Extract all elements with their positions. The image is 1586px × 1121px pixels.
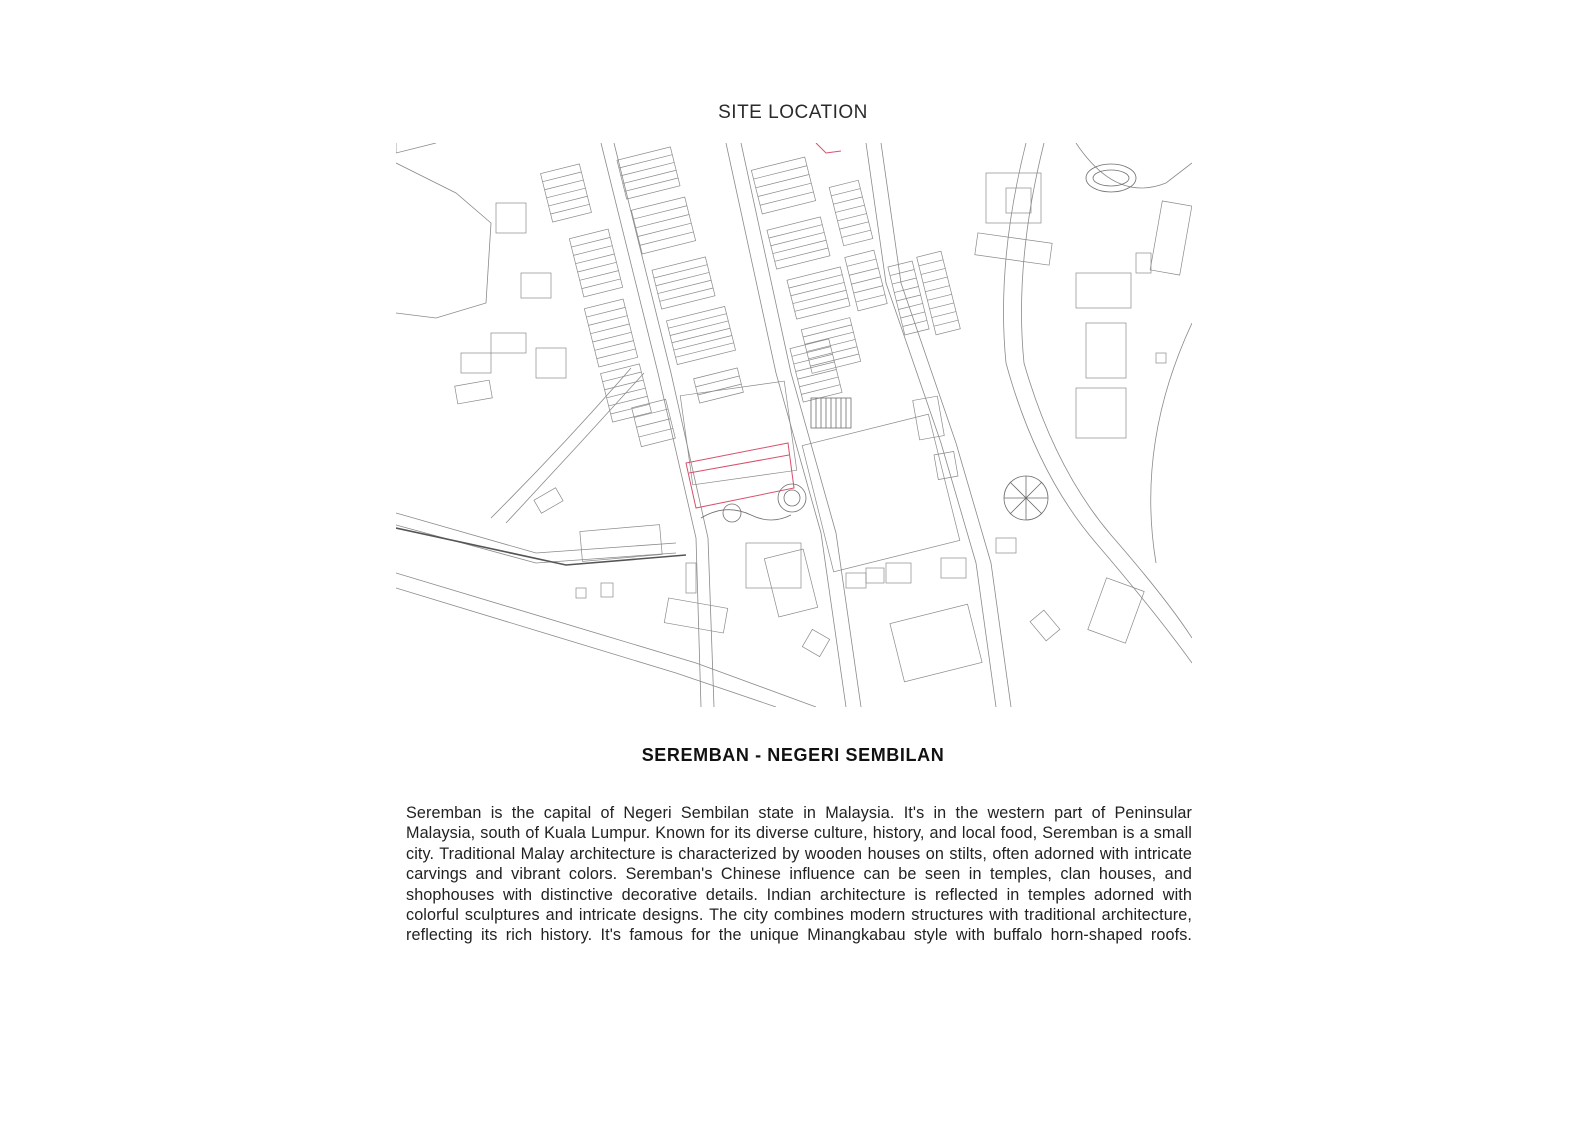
building-footprint [536,348,566,378]
shophouse-divider [892,278,916,284]
railway [396,528,686,565]
shophouse-divider [810,354,859,366]
building-footprint [576,588,586,598]
shophouse-divider [623,170,676,183]
building-footprint [461,353,491,373]
shophouse-divider [573,246,612,256]
shophouse-divider [794,354,833,364]
shophouse-divider [789,275,842,288]
shophouse-divider [847,259,876,266]
building-footprint [1150,201,1192,275]
west-hill-boundary [396,163,491,318]
building-footprint [1088,578,1144,643]
oval-track-inner [1093,170,1129,186]
building-footprint [686,563,696,593]
shophouse-divider [674,336,732,351]
building-footprint [1136,253,1151,273]
shophouse-divider [668,314,726,329]
shophouse-divider [605,380,644,390]
shophouse-divider [551,204,590,214]
building-footprint [829,180,873,245]
road-central-edge [741,143,861,707]
roundabout-inner [784,490,800,506]
shophouse-divider [595,341,634,351]
building-footprint [802,414,960,572]
north-west-lot [396,143,436,153]
building-footprint [496,203,526,233]
building-footprint [846,573,866,588]
shophouse-divider [849,268,878,275]
shophouse-divider [835,205,864,212]
shophouse-divider [593,332,632,342]
shophouse-divider [591,324,630,334]
building-footprint [631,197,695,254]
shophouse-divider [660,288,713,301]
shophouse-divider [809,347,858,359]
road-diagonal-edge [396,525,676,563]
building-footprint [934,451,958,479]
building-footprint [521,273,551,298]
shophouse-divider [696,376,740,387]
building-footprint [941,558,966,578]
shophouse-divider [545,180,584,190]
shophouse-divider [919,260,943,266]
shophouse-divider [597,349,636,359]
shophouse-divider [856,295,885,302]
shophouse-divider [803,325,852,337]
shophouse-divider [898,303,922,309]
shophouse-divider [639,428,673,436]
building-footprint [764,549,817,617]
road-far-east [1151,323,1192,563]
shophouse-divider [837,214,866,221]
shophouse-divider [890,270,914,276]
shophouse-divider [609,396,648,406]
building-footprint [751,157,815,214]
road-diagonal [396,513,676,553]
shophouse-divider [625,178,678,191]
building-footprint [534,488,563,513]
building-footprint [917,251,961,335]
shophouse-divider [807,339,856,351]
shophouse-divider [793,290,846,303]
shophouse-divider [672,328,730,343]
road-curve-west [491,368,631,518]
shophouse-divider [795,298,848,311]
shophouse-divider [930,303,954,309]
shophouse-divider [571,237,610,247]
building-footprint [580,525,662,562]
building-footprint [680,381,797,485]
shophouse-divider [654,265,707,278]
building-footprint [617,147,680,199]
hall-roof-lines [816,398,846,428]
site-location-map [396,143,1192,707]
road-south-edge [396,588,776,707]
shophouse-divider [676,343,734,358]
shophouse-divider [698,384,742,395]
building-footprint [790,339,842,402]
shophouse-divider [791,282,844,295]
building-footprint [652,257,715,309]
shophouse-divider [801,385,840,395]
shophouse-divider [611,404,650,414]
building-footprint [664,598,727,633]
road-northeast [1076,143,1192,188]
shophouse-divider [851,277,880,284]
shophouse-divider [894,286,918,292]
shophouse-divider [543,172,582,182]
road-east-edge [881,143,1011,707]
building-footprint [1006,188,1031,213]
shophouse-divider [840,222,869,229]
shophouse-divider [769,225,822,238]
plaza-wave [701,510,791,520]
shophouse-divider [603,372,642,382]
site-heading: SEREMBAN - NEGERI SEMBILAN [641,745,945,765]
building-footprint [975,233,1052,265]
shophouse-divider [927,294,951,300]
shophouse-divider [637,419,671,427]
site-plan-drawing [396,143,1192,707]
shophouse-divider [576,254,615,264]
building-footprint [886,563,911,583]
shophouse-divider [619,155,672,168]
shophouse-divider [582,279,621,289]
building-footprint [491,333,526,353]
shophouse-divider [656,272,709,285]
site-boundary-inner [689,455,789,473]
shophouse-divider [799,377,838,387]
building-footprint [866,568,884,583]
road-central [726,143,846,707]
road-east-curve [1004,143,1193,663]
shophouse-divider [796,362,835,372]
building-footprint [1156,353,1166,363]
shophouse-divider [621,162,674,175]
building-footprint [1076,388,1126,438]
building-footprint [890,604,982,682]
radial-spokes [1004,476,1048,520]
building-footprint [601,583,613,597]
shophouse-divider [798,369,837,379]
building-footprint [1076,273,1131,308]
shophouse-divider [586,307,625,317]
building-footprint [986,173,1041,223]
shophouse-divider [549,196,588,206]
road-curve-west-edge [506,373,644,523]
page-title: SITE LOCATION [718,102,868,123]
oval-track [1086,164,1136,192]
shophouse-divider [923,277,947,283]
building-footprint [1086,323,1126,378]
shophouse-divider [833,197,862,204]
shophouse-divider [578,262,617,272]
building-footprint [996,538,1016,553]
building-footprint [787,267,850,319]
site-description: Seremban is the capital of Negeri Sembilan state in Malaysia. It's in the western part of Peninsular Malaysia, south of Kuala Lumpur. Known for its diverse culture, history, and local food, Seremban is a small city. Traditional Malay architecture is characterized by wooden houses on stilts, often adorned with intricate carvings and vibrant colors. Seremban's Chinese influence can be seen in temples, clan houses, and shophouses with distinctive decorative details. Indian architecture is reflected in temples adorned with colorful sculptures and intricate designs. The city combines modern structures with traditional architecture, reflecting its rich history. It's famous for the unique Minangkabau style with buffalo horn-shaped roofs. [406,804,1192,945]
shophouse-divider [805,332,854,344]
shophouse-divider [775,248,828,261]
shophouse-divider [903,320,927,326]
shophouse-divider [588,316,627,326]
building-footprint [913,396,945,440]
fountain [723,504,741,522]
shophouse-divider [925,286,949,292]
road-west [601,143,701,707]
shophouse-divider [670,321,728,336]
road-south [396,573,816,707]
building-footprint [746,543,801,588]
building-footprint [1030,610,1060,641]
shophouse-divider [771,232,824,245]
shophouse-divider [921,268,945,274]
building-footprint [802,629,829,656]
shophouse-divider [580,271,619,281]
site-marker-north [816,143,841,153]
building-footprint [767,217,830,269]
shophouse-divider [854,286,883,293]
shophouse-divider [773,240,826,253]
shophouse-divider [896,295,920,301]
shophouse-divider [658,280,711,293]
building-footprint [455,380,493,404]
shophouse-divider [831,189,860,196]
shophouse-divider [932,312,956,318]
shophouse-divider [934,320,958,326]
shophouse-divider [547,188,586,198]
shophouse-divider [842,230,871,237]
